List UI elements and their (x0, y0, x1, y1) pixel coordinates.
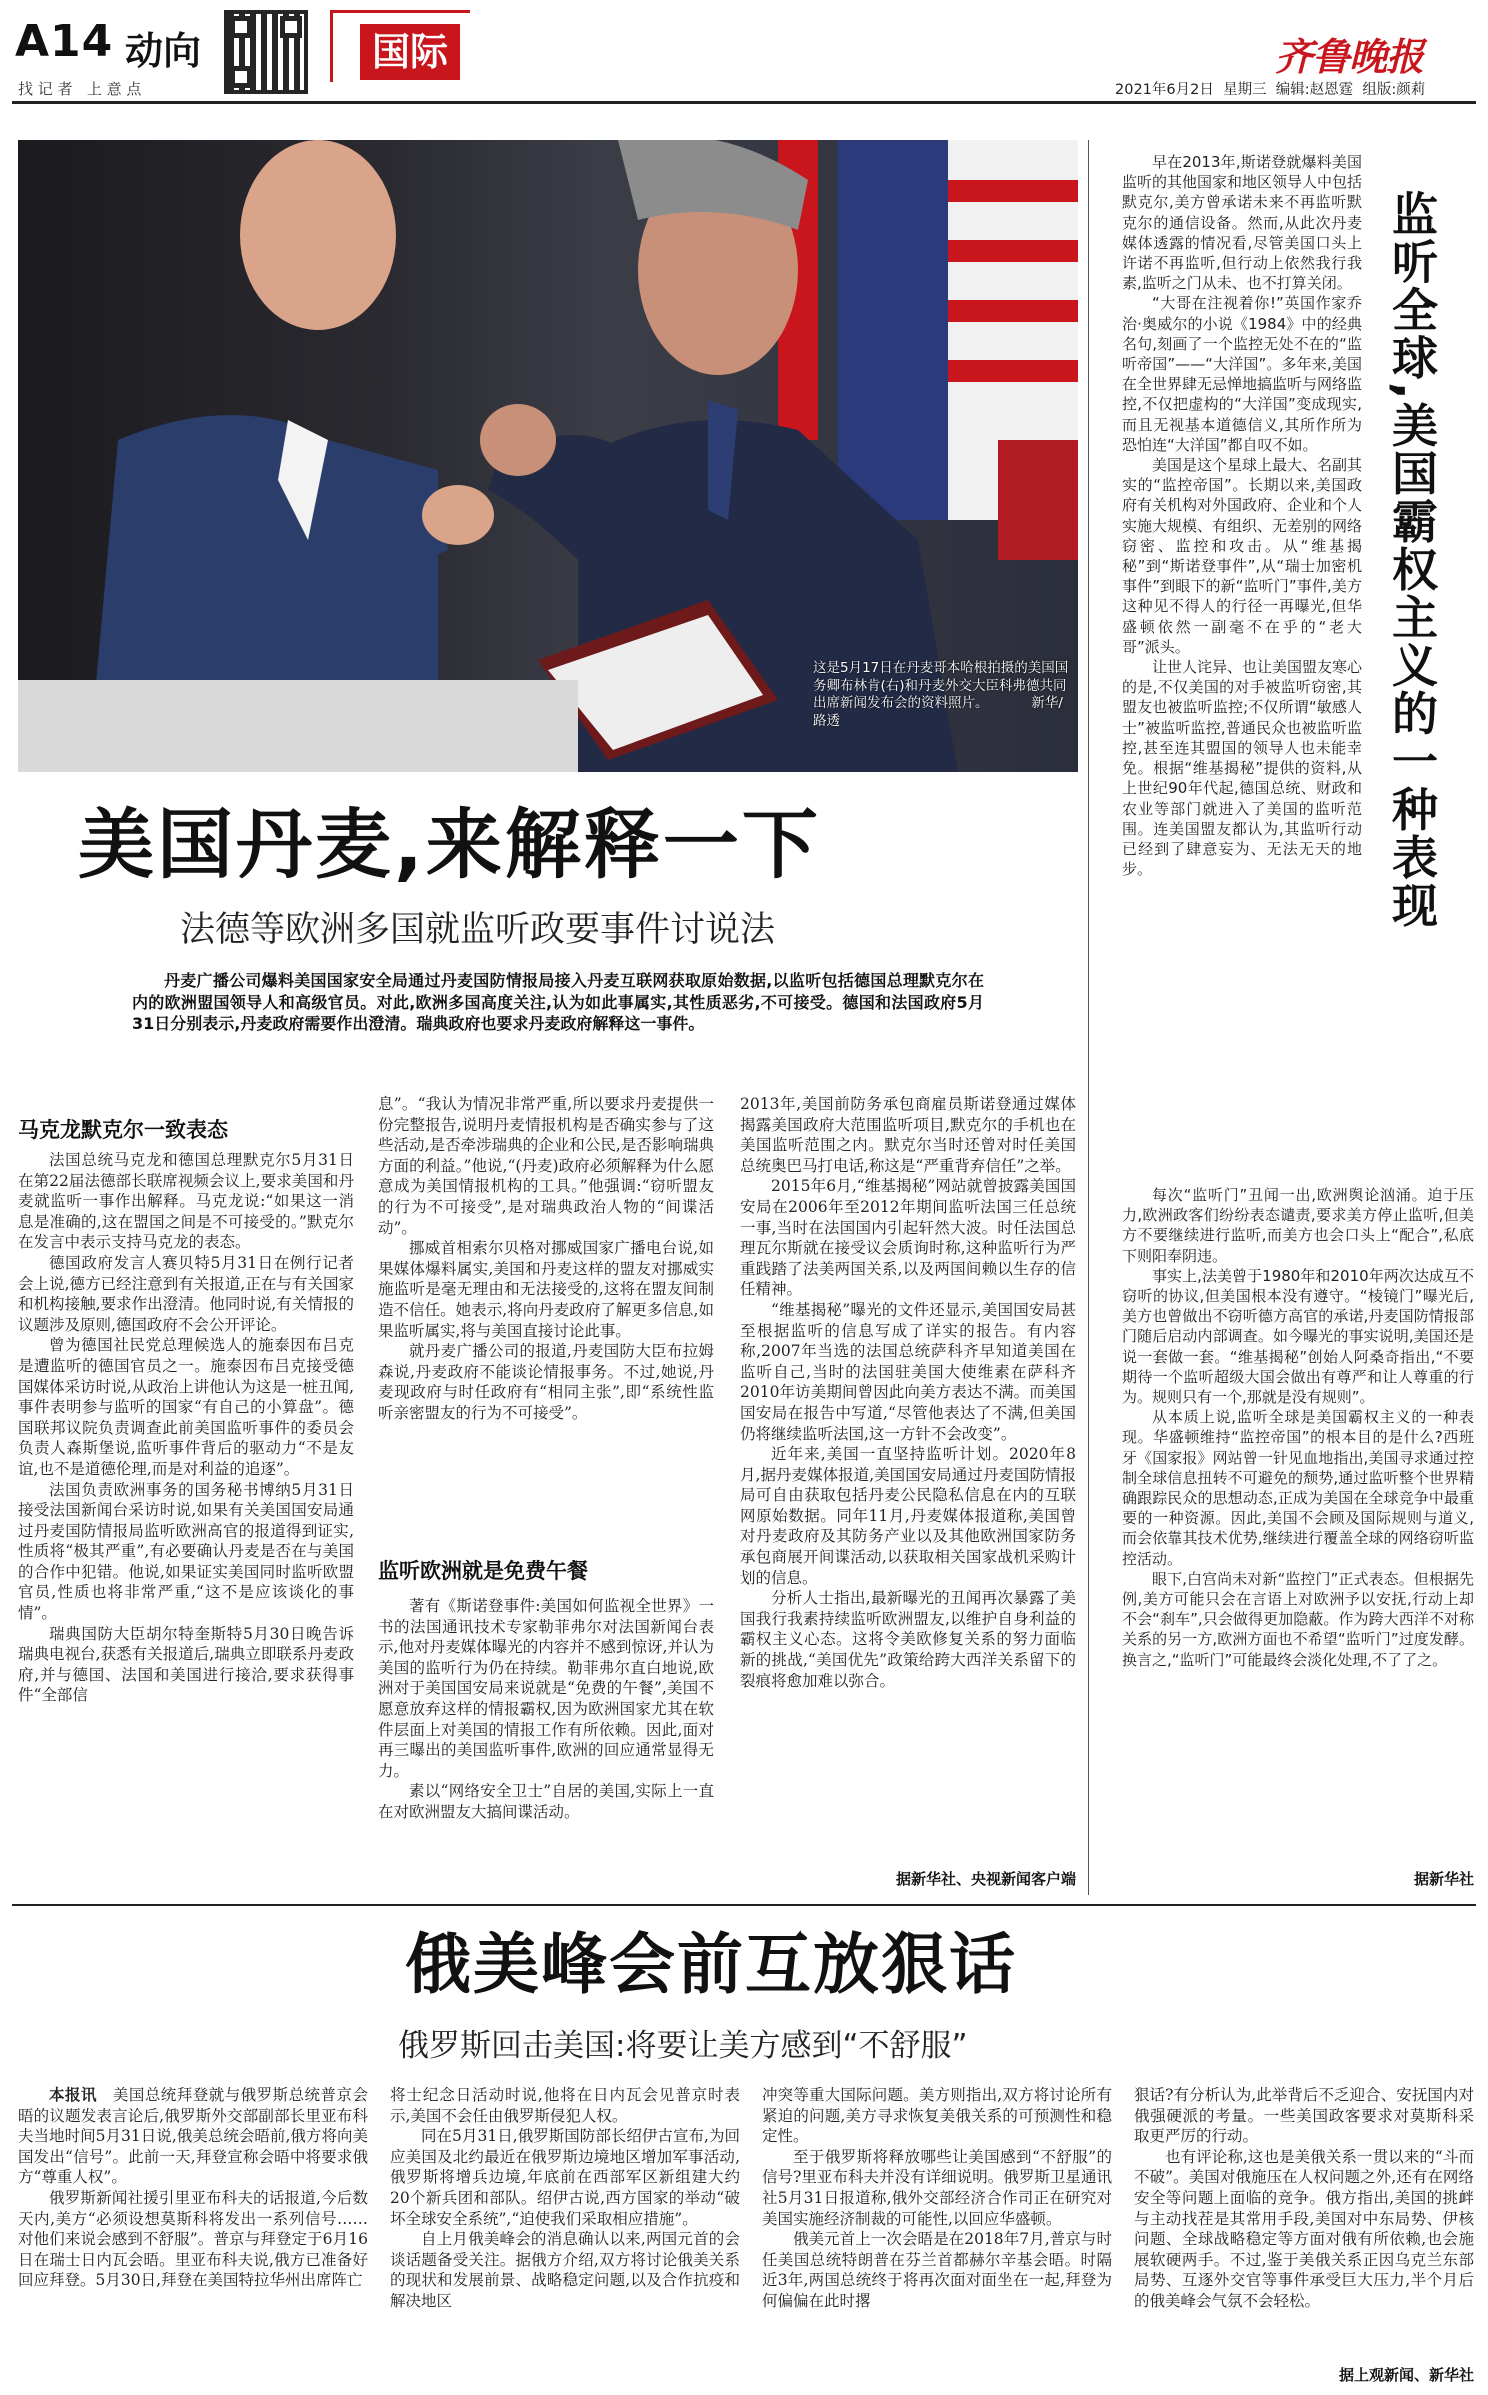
story-paragraph: 著有《斯诺登事件:美国如何监视全世界》一书的法国通讯技术专家勒菲弗尔对法国新闻台表示,他对丹麦媒体曝光的内容并不感到惊讶,并认为美国的监听行为仍在持续。勒菲弗尔直白地说,欧洲对于美国国安局来说就是“免费的午餐”,美国不愿意放弃这样的情报霸权,因为欧洲国家尤其在软件层面上对美国的情报工作有所依赖。因此,面对再三曝出的美国监听事件,欧洲的回应通常显得无力。 (378, 1597, 714, 1780)
story-paragraph: 素以“网络安全卫士”自居的美国,实际上一直在对欧洲盟友大搞间谍活动。 (378, 1782, 714, 1821)
story-paragraph: 德国政府发言人赛贝特5月31日在例行记者会上说,德方已经注意到有关报道,正在与有关国家和机构接触,要求作出澄清。他同时说,有关情报的议题涉及原则,德国政府不会公开评论。 (18, 1253, 354, 1334)
story2-col3 (762, 2085, 1112, 2312)
commentary-credit: 据新华社 (1413, 1870, 1474, 1888)
commentary-paragraph: 让世人诧异、也让美国盟友寒心的是,不仅美国的对手被监听窃密,其盟友也被监听监控;不仅所谓“敏感人士”被监听监控,普通民众也被监听监控,甚至连其盟国的领导人也未能幸免。根据“维基揭秘”提供的资料,从上世纪90年代起,德国总统、财政和农业等部门就进入了美国的监听范围。连美国盟友都认为,其监听行动已经到了肆意妄为、无法无天的地步。 (1122, 658, 1363, 879)
story-paragraph: 息”。“我认为情况非常严重,所以要求丹麦提供一份完整报告,说明丹麦情报机构是否确实参与了这些活动,是否牵涉瑞典的企业和公民,是否影响瑞典方面的利益。”他说,“(丹麦)政府必须解释为什么愿意成为美国情报机构的工具。”他强调:“窃听盟友的行为不可接受”,是对瑞典政治人物的“间谍活动”。 (378, 1095, 714, 1237)
newspaper-logo: 齐鲁晚报 (1275, 34, 1424, 79)
story1-col2-top (378, 1094, 714, 1424)
story2-col1 (18, 2085, 368, 2291)
commentary-paragraph: 早在2013年,斯诺登就爆料美国监听的其他国家和地区领导人中包括默克尔,美方曾承诺未来不再监听默克尔的通信设备。然而,从此次丹麦媒体透露的情况看,尽管美国口头上许诺不再监听,但行动上依然我行我素,监听之门从未、也不打算关闭。 (1122, 153, 1363, 293)
section-name: 动向 (125, 29, 202, 73)
story-paragraph: 曾为德国社民党总理候选人的施泰因布吕克是遭监听的德国官员之一。施泰因布吕克接受德国媒体采访时说,从政治上讲他认为这是一桩丑闻,事件表明参与监听的国家“有自己的小算盘”。德国联邦议院负责调查此前美国监听事件的委员会负责人森斯堡说,监听事件背后的驱动力“不是友谊,也不是道德伦理,而是对利益的追逐”。 (18, 1336, 354, 1478)
story1-col1 (18, 1150, 354, 1706)
story-paragraph-text: 美国总统拜登就与俄罗斯总统普京会晤的议题发表言论后,俄罗斯外交部副部长里亚布科夫当地时间5月31日说,俄美总统会晤前,俄方将向美国发出“信号”。此前一天,拜登宣称会晤中将要求俄方“尊重人权”。 (18, 2086, 368, 2187)
story1-credit: 据新华社、央视新闻客户端 (895, 1870, 1076, 1888)
story2-col2 (390, 2085, 740, 2312)
page-number: A14 (15, 16, 114, 67)
commentary-paragraph: “大哥在注视着你!”英国作家乔治·奥威尔的小说《1984》中的经典名句,刻画了一个监控无处不在的“监听帝国”——“大洋国”。多年来,美国在全世界肆无忌惮地搞监听与网络监控,不仅把虚构的“大洋国”变成现实,而且无视基本道德信义,其所作所为恐怕连“大洋国”都自叹不如。 (1122, 294, 1363, 454)
story-paragraph: 法国负责欧洲事务的国务秘书博纳5月31日接受法国新闻台采访时说,如果有关美国国安局通过丹麦国防情报局监听欧洲高官的报道得到证实,性质将“极其严重”,有必要确认丹麦是否在与美国的合作中犯错。他说,如果证实美国同时监听欧盟官员,性质也将非常严重,“这不是应该谈化的事情”。 (18, 1480, 354, 1623)
story-paragraph: 瑞典国防大臣胡尔特奎斯特5月30日晚告诉瑞典电视台,获悉有关报道后,瑞典立即联系丹麦政府,并与德国、法国和美国进行接洽,要求获得事件“全部信 (18, 1624, 354, 1705)
commentary-paragraph: 事实上,法美曾于1980年和2010年两次达成互不窃听的协议,但美国根本没有遵守。“棱镜门”曝光后,美方也曾做出不窃听德方高官的承诺,丹麦国防情报部门随后启动内部调查。如今曝光的事实说明,美国还是说一套做一套。“维基揭秘”创始人阿桑奇指出,“不要期待一个监听超级大国会做出有尊严和让人尊重的行为。规则只有一个,那就是没有规则”。 (1122, 1266, 1474, 1407)
section-divider (12, 1904, 1476, 1906)
masthead-rule (12, 101, 1476, 104)
story-paragraph: 将士纪念日活动时说,他将在日内瓦会见普京时表示,美国不会任由俄罗斯侵犯人权。 (390, 2086, 740, 2125)
commentary-paragraph: 每次“监听门”丑闻一出,欧洲舆论汹涌。迫于压力,欧洲政客们纷纷表态谴责,要求美方停止监听,但美方不要继续进行监听,而美方也会口头上“配合”,私底下则阳奉阴违。 (1122, 1186, 1474, 1265)
story1-col1-heading: 马克龙默克尔一致表态 (18, 1118, 228, 1142)
photo-caption: 这是5月17日在丹麦哥本哈根拍摄的美国国务卿布林肯(右)和丹麦外交大臣科弗德共同出席新闻发布会的资料照片。 新华/路透 (813, 660, 1069, 729)
story-paragraph: 至于俄罗斯将释放哪些让美国感到“不舒服”的信号?里亚布科夫并没有详细说明。俄罗斯卫星通讯社5月31日报道称,俄外交部经济合作司正在研究对美国实施经济制裁的可能性,以回应华盛顿。 (762, 2147, 1112, 2228)
commentary-paragraph: 美国是这个星球上最大、名副其实的“监控帝国”。长期以来,美国政府有关机构对外国政府、企业和个人实施大规模、有组织、无差别的网络窃密、监控和攻击。从“维基揭秘”到“斯诺登事件”,从“瑞士加密机事件”到眼下的新“监听门”事件,美方这种见不得人的行径一再曝光,但华盛顿依然一副毫不在乎的“老大哥”派头。 (1122, 456, 1363, 656)
story1-col2-heading: 监听欧洲就是免费午餐 (378, 1559, 588, 1583)
story-paragraph: 狠话?有分析认为,此举背后不乏迎合、安抚国内对俄强硬派的考量。一些美国政客要求对莫斯科采取更严厉的行动。 (1134, 2086, 1474, 2146)
story-paragraph: 冲突等重大国际问题。美方则指出,双方将讨论所有紧迫的问题,美方寻求恢复美俄关系的可预测性和稳定性。 (762, 2086, 1112, 2146)
story-paragraph: 近年来,美国一直坚持监听计划。2020年8月,据丹麦媒体报道,美国国安局通过丹麦国防情报局可自由获取包括丹麦公民隐私信息在内的互联网原始数据。同年11月,丹麦媒体报道称,美国曾对丹麦政府及其防务产业以及其他欧洲国家防务承包商展开间谍活动,以获取相关国家战机采购计划的信息。 (740, 1445, 1076, 1587)
commentary-paragraph: 眼下,白宫尚未对新“监控门”正式表态。但根据先例,美方可能只会在言语上对欧洲予以安抚,行动上却不会“刹车”,只会做得更加隐蔽。作为跨大西洋不对称关系的另一方,欧洲方面也不希望“监听门”过度发酵。换言之,“监听门”可能最终会淡化处理,不了了之。 (1122, 1569, 1474, 1669)
story-paragraph: “维基揭秘”曝光的文件还显示,美国国安局甚至根据监听的信息写成了详实的报告。有内容称,2007年当选的法国总统萨科齐早知道美国在监听自己,当时的法国驻美国大使维素在萨科齐2010年访美期间曾因此向美方表达不满。而美国国安局在报告中写道,“尽管他表达了不满,但美国仍将继续监听法国,这一方针不会改变”。 (740, 1300, 1076, 1443)
story2-subheadline: 俄罗斯回击美国:将要让美方感到“不舒服” (398, 2028, 968, 2064)
story-paragraph: 俄美元首上一次会晤是在2018年7月,普京与时任美国总统特朗普在芬兰首都赫尔辛基会晤。时隔近3年,两国总统终于将再次面对面坐在一起,拜登为何偏偏在此时撂 (762, 2230, 1112, 2310)
story2-credit: 据上观新闻、新华社 (1338, 2366, 1474, 2384)
commentary-body-bottom (1122, 1185, 1474, 1670)
commentary-title: 监听全球,美国霸权主义的一种表现 (1385, 190, 1439, 930)
commentary-divider (1088, 140, 1089, 1895)
story-paragraph (18, 2085, 368, 2188)
story1-lead: 丹麦广播公司爆料美国国家安全局通过丹麦国防情报局接入丹麦互联网获取原始数据,以监听包括德国总理默克尔在内的欧洲盟国领导人和高级官员。对此,欧洲多国高度关注,认为如此事属实,其性质恶劣,不可接受。德国和法国政府5月31日分别表示,丹麦政府需要作出澄清。瑞典政府也要求丹麦政府解释这一事件。 (132, 971, 984, 1033)
date-line: 2021年6月2日 星期三 编辑:赵恩霆 组版:颜莉 (1115, 82, 1426, 98)
story-paragraph: 自上月俄美峰会的消息确认以来,两国元首的会谈话题备受关注。据俄方介绍,双方将讨论俄美关系的现状和发展前景、战略稳定问题,以及合作抗疫和解决地区 (390, 2230, 740, 2310)
section-tag: 国际 (360, 24, 460, 80)
commentary-paragraph: 从本质上说,监听全球是美国霸权主义的一种表现。华盛顿维持“监控帝国”的根本目的是什么?西班牙《国家报》网站曾一针见血地指出,美国寻求通过控制全球信息扭转不可避免的颓势,通过监听整个世界精确跟踪民众的思想动态,正成为美国在全球竞争中最重要的一种资源。因此,美国不会顾及国际规则与道义,而会依靠其技术优势,继续进行覆盖全球的网络窃听监控活动。 (1122, 1408, 1474, 1568)
tagline: 找 记 者 上 意 点 (18, 80, 142, 98)
qr-code[interactable] (224, 10, 308, 94)
story-paragraph: 2015年6月,“维基揭秘”网站就曾披露美国国安局在2006年至2012年期间监听法国三任总统一事,当时在法国国内引起轩然大波。时任法国总理瓦尔斯就在接受议会质询时称,这种监听行为严重践踏了法美两国关系,以及两国间赖以生存的信任精神。 (740, 1177, 1076, 1299)
story-paragraph: 2013年,美国前防务承包商雇员斯诺登通过媒体揭露美国政府大范围监听项目,默克尔的手机也在美国监听范围之内。默克尔当时还曾对时任美国总统奥巴马打电话,称这是“严重背弃信任”之举。 (740, 1095, 1076, 1175)
story-paragraph: 就丹麦广播公司的报道,丹麦国防大臣布拉姆森说,丹麦政府不能谈论情报事务。不过,她说,丹麦现政府与时任政府有“相同主张”,即“系统性监听亲密盟友的行为不可接受”。 (378, 1342, 714, 1422)
story2-col4 (1134, 2085, 1474, 2312)
story-paragraph: 挪威首相索尔贝格对挪威国家广播电台说,如果媒体爆料属实,美国和丹麦这样的盟友对挪威实施监听是毫无理由和无法接受的,这将在盟友间制造不信任。她表示,将向丹麦政府了解更多信息,如果监听属实,将与美国直接讨论此事。 (378, 1239, 714, 1340)
story-paragraph: 分析人士指出,最新曝光的丑闻再次暴露了美国我行我素持续监听欧洲盟友,以维护自身利益的霸权主义心态。这将令美欧修复关系的努力面临新的挑战,“美国优先”政策给跨大西洋关系留下的裂痕将愈加难以弥合。 (740, 1589, 1076, 1690)
story1-col3 (740, 1094, 1076, 1691)
commentary-body-top (1122, 152, 1362, 879)
story2-lead-label: 本报讯 (49, 2086, 97, 2104)
story1-col2-bottom (378, 1596, 714, 1823)
story-paragraph: 同在5月31日,俄罗斯国防部长绍伊古宣布,为回应美国及北约最近在俄罗斯边境地区增加军事活动,俄罗斯将增兵边境,年底前在西部军区新组建大约20个新兵团和部队。绍伊古说,西方国家的举动“破坏全球安全系统”,“迫使我们采取相应措施”。 (390, 2127, 740, 2228)
news-photo (18, 140, 1078, 772)
story-paragraph: 俄罗斯新闻社援引里亚布科夫的话报道,今后数天内,美方“必须设想莫斯科将发出一系列信号……对他们来说会感到不舒服”。普京与拜登定于6月16日在瑞士日内瓦会晤。里亚布科夫说,俄方已准备好回应拜登。5月30日,拜登在美国特拉华州出席阵亡 (18, 2188, 368, 2290)
story2-headline: 俄美峰会前互放狠话 (405, 1926, 1017, 2003)
story1-headline: 美国丹麦,来解释一下 (78, 800, 821, 889)
story-paragraph: 也有评论称,这也是美俄关系一贯以来的“斗而不破”。美国对俄施压在人权问题之外,还有在网络安全等问题上面临的竞争。俄方指出,美国的挑衅与主动找茬是其常用手段,美国对中东局势、伊核问题、全球战略稳定等方面对俄有所依赖,也会施展软硬两手。不过,鉴于美俄关系正因乌克兰东部局势、互逐外交官等事件承受巨大压力,半个月后的俄美峰会气氛不会轻松。 (1134, 2147, 1474, 2310)
story1-subheadline: 法德等欧洲多国就监听政要事件讨说法 (180, 910, 776, 950)
story-paragraph: 法国总统马克龙和德国总理默克尔5月31日在第22届法德部长联席视频会议上,要求美国和丹麦就监听一事作出解释。马克龙说:“如果这一消息是准确的,这在盟国之间是不可接受的。”默克尔在发言中表示支持马克龙的表态。 (18, 1151, 354, 1252)
